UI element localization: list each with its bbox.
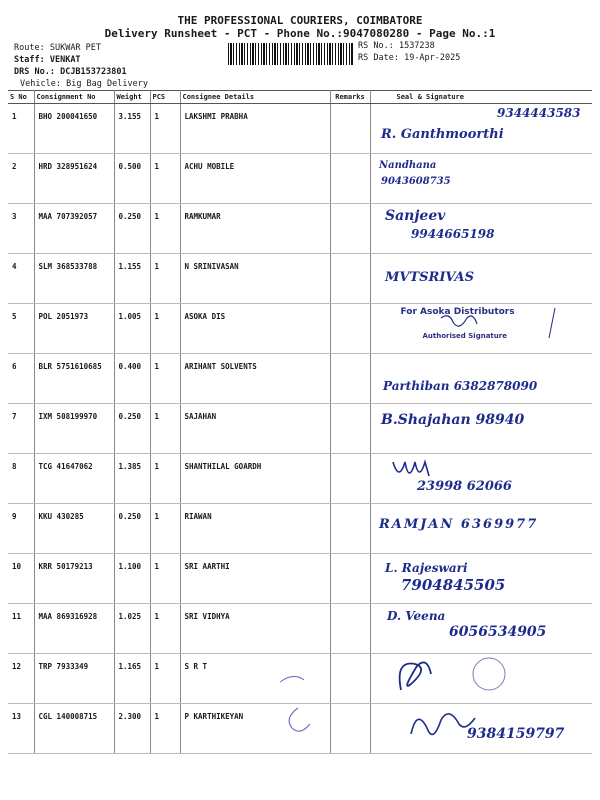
cell-consignment: IXM 508199970 [34,404,114,454]
table-row [8,104,592,154]
cell-signature [370,604,592,654]
runsheet-table [8,90,592,754]
sig-text: L. Rajeswari [384,561,468,575]
handwritten-signature [371,504,593,545]
cell-consignee: SHANTHILAL GOARDH [180,454,330,504]
vehicle-line [20,79,148,89]
cell-weight: 1.100 [114,554,150,604]
sig-text: 9043608735 [380,176,451,187]
cell-remarks [330,604,370,654]
cell-weight: 1.155 [114,254,150,304]
cell-remarks [330,504,370,554]
staff-value: VENKAT [49,55,81,65]
cell-sno: 10 [8,554,34,604]
cell-consignment: TRP 7933349 [34,654,114,704]
cell-consignment: MAA 869316928 [34,604,114,654]
cell-signature [370,404,592,454]
cell-weight: 1.005 [114,304,150,354]
cell-consignment: BLR 5751610685 [34,354,114,404]
cell-remarks [330,354,370,404]
cell-signature [370,204,592,254]
sig-text: Sanjeev [384,208,445,224]
cell-weight: 1.385 [114,454,150,504]
cell-consignment: TCG 41647062 [34,454,114,504]
barcode-image [228,43,354,65]
cell-consignment: HRD 328951624 [34,154,114,204]
cell-consignment: KRR 50179213 [34,554,114,604]
sig-text: Parthiban 6382878090 [382,379,537,393]
cell-pcs: 1 [150,554,180,604]
table-header-row [8,91,592,104]
cell-pcs: 1 [150,504,180,554]
cell-remarks [330,454,370,504]
cell-remarks [330,254,370,304]
sig-text: 9344443583 [496,106,580,120]
runsheet-subtitle: Delivery Runsheet - PCT - Phone No.:9047080280 - Page No.:1 [104,27,496,40]
sig-text: MVTSRIVAS [384,270,474,285]
cell-sno: 8 [8,454,34,504]
cell-remarks [330,204,370,254]
cell-signature [370,704,592,754]
cell-pcs: 1 [150,454,180,504]
rs-date-line [358,53,460,63]
handwritten-signature [371,704,593,745]
handwritten-signature [371,454,593,495]
cell-consignee: N SRINIVASAN [180,254,330,304]
cell-weight: 1.025 [114,604,150,654]
cell-consignee: RIAWAN [180,504,330,554]
cell-consignment: CGL 140008715 [34,704,114,754]
drs-label: DRS No.: [14,67,55,77]
rs-no-label: RS No.: [358,41,394,51]
cell-weight: 0.250 [114,404,150,454]
cell-consignee: RAMKUMAR [180,204,330,254]
sig-text: 6056534905 [448,624,546,640]
sig-text: D. Veena [386,609,445,623]
handwritten-signature [371,604,593,645]
cell-pcs: 1 [150,254,180,304]
cell-consignee: P KARTHIKEYAN [180,704,330,754]
table-row [8,204,592,254]
route-label: Route: [14,43,45,53]
staff-label: Staff: [14,55,45,65]
cell-consignee: ACHU MOBILE [180,154,330,204]
col-header-weight: Weight [114,91,150,104]
cell-sno: 12 [8,654,34,704]
cell-pcs: 1 [150,404,180,454]
cell-consignment: POL 2051973 [34,304,114,354]
cell-sno: 3 [8,204,34,254]
table-row [8,304,592,354]
col-header-consignment: Consignment No [34,91,114,104]
cell-sno: 7 [8,404,34,454]
table-row [8,154,592,204]
handwritten-signature [371,154,593,195]
cell-sno: 11 [8,604,34,654]
cell-signature [370,254,592,304]
sig-text: B.Shajahan 98940 [380,412,524,428]
rs-date-label: RS Date: [358,53,399,63]
cell-consignee: ASOKA DIS [180,304,330,354]
sig-text: RAMJAN 6369977 [378,517,538,532]
cell-sno: 5 [8,304,34,354]
handwritten-signature [371,204,593,245]
company-title: THE PROFESSIONAL COURIERS, COIMBATORE [177,14,423,27]
cell-pcs: 1 [150,604,180,654]
cell-weight: 0.250 [114,204,150,254]
cell-consignee: S R T [180,654,330,704]
cell-sno: 4 [8,254,34,304]
cell-pcs: 1 [150,654,180,704]
stamp-authorised-line: Authorised Signature [422,332,507,340]
col-header-pcs: PCS [150,91,180,104]
col-header-signature: Seal & Signature [370,91,592,104]
cell-remarks [330,704,370,754]
table-row [8,554,592,604]
cell-remarks [330,154,370,204]
cell-sno: 2 [8,154,34,204]
cell-consignee: SRI AARTHI [180,554,330,604]
cell-signature [370,354,592,404]
rs-no-value: 1537238 [398,41,435,51]
cell-consignment: SLM 368533788 [34,254,114,304]
cell-consignee: ARIHANT SOLVENTS [180,354,330,404]
vehicle-label: Vehicle: [20,79,61,89]
sig-text: 9384159797 [466,726,564,742]
cell-weight: 1.165 [114,654,150,704]
cell-weight: 0.500 [114,154,150,204]
route-line [14,43,101,53]
sig-text: R. Ganthmoorthi [380,127,504,142]
company-stamp-line: For Asoka Distributors [400,307,515,317]
cell-signature [370,504,592,554]
cell-consignee: SAJAHAN [180,404,330,454]
cell-signature [370,554,592,604]
rs-date-value: 19-Apr-2025 [404,53,461,63]
handwritten-signature [371,254,593,295]
cell-consignment: BHO 200041650 [34,104,114,154]
cell-remarks [330,404,370,454]
cell-remarks [330,654,370,704]
vehicle-value: Big Bag Delivery [66,79,148,89]
col-header-consignee: Consignee Details [180,91,330,104]
handwritten-signature [371,404,593,445]
cell-pcs: 1 [150,304,180,354]
col-header-remarks: Remarks [330,91,370,104]
staff-line [14,55,81,65]
cell-signature [370,154,592,204]
cell-consignee: LAKSHMI PRABHA [180,104,330,154]
cell-consignee: SRI VIDHYA [180,604,330,654]
cell-signature [370,104,592,154]
cell-remarks [330,104,370,154]
cell-remarks [330,304,370,354]
cell-consignment: KKU 430285 [34,504,114,554]
handwritten-signature [371,554,593,595]
cell-weight: 3.155 [114,104,150,154]
route-value: SUKWAR PET [49,43,102,53]
cell-sno: 6 [8,354,34,404]
faint-round-stamp [473,658,505,690]
sig-text: 7904845505 [400,576,505,594]
cell-sno: 9 [8,504,34,554]
cell-signature [370,654,592,704]
stamp-signature-mark [371,304,593,345]
cell-signature [370,304,592,354]
cell-weight: 0.250 [114,504,150,554]
col-header-sno: S No [8,91,34,104]
cell-consignment: MAA 707392057 [34,204,114,254]
sig-text: 9944665198 [410,227,494,241]
sig-text: Nandhana [378,160,436,171]
cell-weight: 0.400 [114,354,150,404]
table-row [8,404,592,454]
cell-pcs: 1 [150,354,180,404]
cell-sno: 13 [8,704,34,754]
cell-pcs: 1 [150,704,180,754]
table-row [8,504,592,554]
handwritten-signature [371,354,593,395]
rs-no-line [358,41,435,51]
table-row [8,604,592,654]
cell-pcs: 1 [150,104,180,154]
handwritten-signature [371,654,593,695]
table-row [8,454,592,504]
cell-pcs: 1 [150,204,180,254]
table-row [8,254,592,304]
drs-line [14,67,127,77]
cell-sno: 1 [8,104,34,154]
pen-scribble-mark [270,660,330,740]
sig-text: 23998 62066 [416,479,512,494]
cell-remarks [330,554,370,604]
cell-pcs: 1 [150,154,180,204]
cell-weight: 2.300 [114,704,150,754]
table-row [8,354,592,404]
handwritten-signature [371,104,593,145]
drs-value: DCJB153723801 [60,67,127,77]
cell-signature [370,454,592,504]
